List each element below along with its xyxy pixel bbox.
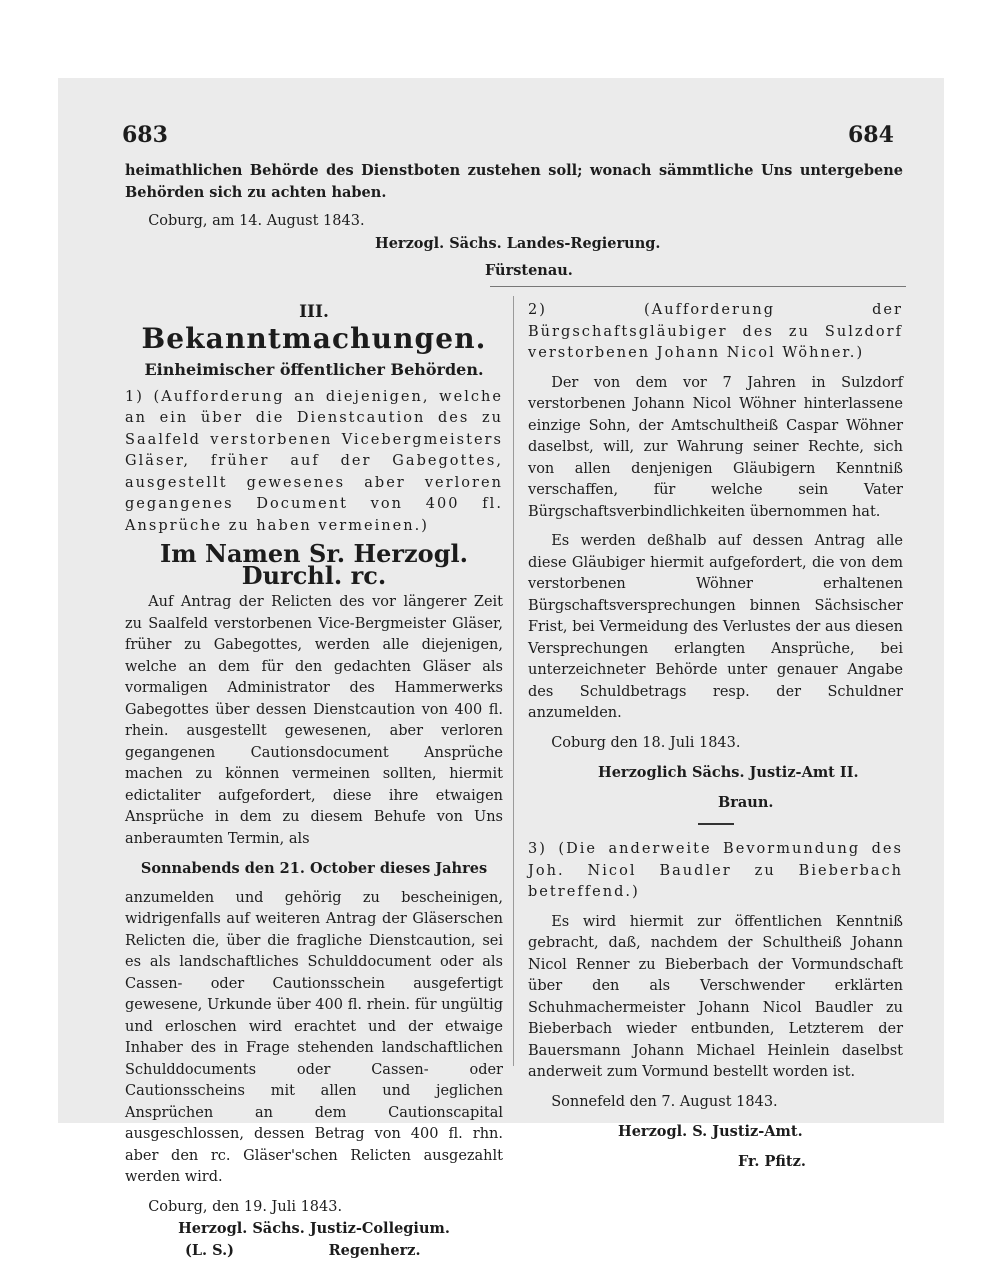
item3-paragraph: Es wird hiermit zur öffentlichen Kenntniß gebracht, daß, nachdem der Schultheiß Johann Nicol Renner zu Bieberbach der Vormundschaft über den als Verschwender erklärten Schuhmachermeister Johann Nicol Baudler zu Bieberbach wieder entbunden, Letzterem der Bauersmann Johann Michael Heinlein daselbst anderweit zum Vormund bestellt worden ist. [528, 912, 903, 1084]
item-separator [698, 823, 734, 825]
item2-signature: Braun. [528, 792, 903, 814]
right-column [528, 300, 903, 1172]
item3-heading: 3) (Die anderweite Bevormundung des Joh. Nicol Baudler zu Bieberbach betreffend.) [528, 839, 903, 904]
locus-sigilli: (L. S.) [125, 1242, 234, 1259]
page-number-left: 683 [122, 122, 168, 148]
section-title: Bekanntmachungen. [125, 328, 503, 350]
item1-date-line: Sonnabends den 21. October dieses Jahres [125, 858, 503, 880]
item1-closing-line [125, 1240, 503, 1262]
item1-signature: Regenherz. [239, 1242, 421, 1259]
in-name-heading: Im Namen Sr. Herzogl. Durchl. rc. [125, 543, 503, 586]
item1-closing-authority: Herzogl. Sächs. Justiz-Collegium. [125, 1218, 503, 1240]
column-divider [513, 296, 514, 1066]
top-authority: Herzogl. Sächs. Landes-Regierung. [125, 233, 903, 255]
top-signature: Fürstenau. [125, 260, 903, 282]
top-block [125, 160, 903, 282]
top-date: Coburg, am 14. August 1843. [125, 211, 903, 233]
section-subtitle: Einheimischer öffentlicher Behörden. [125, 359, 503, 381]
item3-authority: Herzogl. S. Justiz-Amt. [528, 1121, 903, 1143]
left-column [125, 300, 503, 1262]
item1-heading: 1) (Aufforderung an diejenigen, welche an ein über die Dienstcaution des zu Saalfeld verstorbenen Vicebergmeisters Gläser, früher auf der Gabegottes, ausgestellt gewesenes aber verloren gegangenes Document von 400 fl. Ansprüche zu haben vermeinen.) [125, 387, 503, 538]
item3-signature: Fr. Pfitz. [528, 1151, 903, 1173]
top-divider [490, 286, 906, 287]
item2-heading: 2) (Aufforderung der Bürgschaftsgläubiger des zu Sulzdorf verstorbenen Johann Nicol Wöhner.) [528, 300, 903, 365]
section-number: III. [125, 302, 503, 324]
page-number-right: 684 [848, 122, 894, 148]
item2-paragraph2: Es werden deßhalb auf dessen Antrag alle diese Gläubiger hiermit aufgefordert, die von dem verstorbenen Wöhner erhaltenen Bürgschaftsversprechungen binnen Sächsischer Frist, bei Vermeidung des Verlustes der aus diesen Versprechungen erlangten Ansprüche, bei unterzeichneter Behörde unter genauer Angabe des Schuldbetrags resp. der Schuldner anzumelden. [528, 531, 903, 725]
item2-authority: Herzoglich Sächs. Justiz-Amt II. [528, 762, 903, 784]
item3-date: Sonnefeld den 7. August 1843. [528, 1092, 903, 1114]
item1-body-part1: Auf Antrag der Relicten des vor längerer Zeit zu Saalfeld verstorbenen Vice-Bergmeister Gläser, früher zu Gabegottes, werden alle diejenigen, welche an dem für den gedachten Gläser als vormaligen Administrator des Hammerwerks Gabegottes über dessen Dienstcaution von 400 fl. rhein. ausgestellt gewesenen, aber verloren gegangenen Cautionsdocument Ansprüche machen zu können vermeinen sollten, hiermit edictaliter aufgefordert, diese ihre etwaigen Ansprüche in dem zu diesem Behufe von Uns anberaumten Termin, als [125, 592, 503, 850]
item2-date: Coburg den 18. Juli 1843. [528, 733, 903, 755]
top-text: heimathlichen Behörde des Dienstboten zustehen soll; wonach sämmtliche Uns untergebene Behörden sich zu achten haben. [125, 160, 903, 203]
item2-paragraph1: Der von dem vor 7 Jahren in Sulzdorf verstorbenen Johann Nicol Wöhner hinterlassene einzige Sohn, der Amtschultheiß Caspar Wöhner daselbst, will, zur Wahrung seiner Rechte, sich von allen denjenigen Gläubigern Kenntniß verschaffen, für welche sein Vater Bürgschaftsverbindlichkeiten übernommen hat. [528, 373, 903, 524]
item1-body-part2: anzumelden und gehörig zu bescheinigen, widrigenfalls auf weiteren Antrag der Gläserschen Relicten die, über die fragliche Dienstcaution, sei es als landschaftliches Schulddocument oder als Cassen- oder Cautionsschein ausgefertigt gewesene, Urkunde über 400 fl. rhein. für ungültig und erloschen wird erachtet und der etwaige Inhaber des in Frage stehenden landschaftlichen Schulddocuments oder Cassen- oder Cautionsscheins mit allen und jeglichen Ansprüchen an dem Cautionscapital ausgeschlossen, dessen Betrag von 400 fl. rhn. aber den rc. Gläser'schen Relicten ausgezahlt werden wird. [125, 888, 503, 1189]
item1-closing-date: Coburg, den 19. Juli 1843. [125, 1197, 503, 1219]
